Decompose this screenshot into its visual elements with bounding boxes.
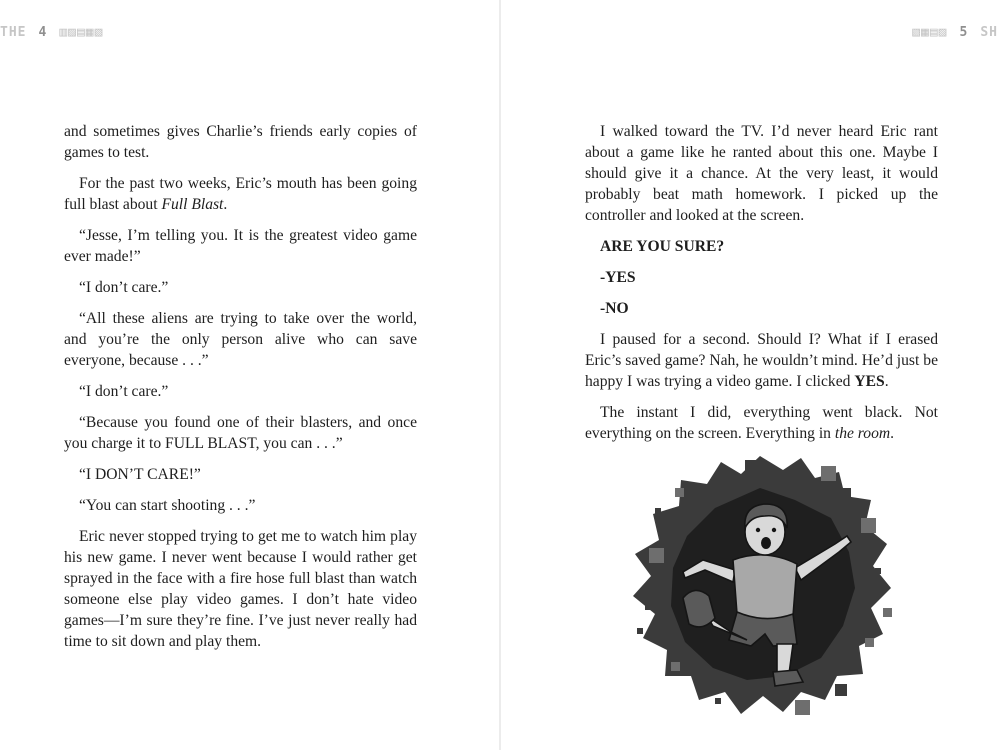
pixel-shard bbox=[645, 598, 657, 610]
left-page-text-segment: Full Blast bbox=[161, 196, 224, 213]
pixel-shard bbox=[835, 684, 847, 696]
pixel-shard bbox=[675, 488, 684, 497]
pixel-shard bbox=[715, 698, 721, 704]
left-page-number: 4 bbox=[38, 25, 48, 40]
left-page-text-segment: “Because you found one of their blasters, and once you charge it to FULL BLAST, you can . . .” bbox=[64, 414, 417, 452]
pixel-shard bbox=[839, 488, 851, 500]
pixel-shard bbox=[883, 608, 892, 617]
left-page-text-segment: and sometimes gives Charlie’s friends early copies of games to test. bbox=[64, 123, 417, 161]
right-page-text-segment: The instant I did, everything went black. Not everything on the screen. Everything in bbox=[585, 404, 938, 442]
pixel-shard bbox=[865, 638, 874, 647]
left-page-text-segment: Eric never stopped trying to get me to watch him play his new game. I never went because I would rather get sprayed in the face with a fire hose full blast than watch someone else play video games. I don’t hate video games—I’m sure they’re fine. I’ve just never really had time to sit down and play them. bbox=[64, 528, 417, 650]
left-page-paragraph bbox=[64, 526, 417, 652]
pixel-shard bbox=[655, 508, 661, 514]
right-page-paragraph bbox=[585, 329, 938, 392]
right-page-text-segment: -NO bbox=[600, 300, 629, 317]
right-page-text-segment: . bbox=[890, 425, 895, 442]
right-page-text-segment: ARE YOU SURE? bbox=[600, 238, 725, 255]
left-running-head bbox=[0, 25, 103, 40]
left-page-text-segment: “All these aliens are trying to take over the world, and you’re the only person alive who can save everyone, because . . .” bbox=[64, 310, 417, 369]
right-page-paragraph bbox=[585, 402, 938, 444]
left-page-text-segment: For the past two weeks, Eric’s mouth has been going full blast about bbox=[64, 175, 417, 213]
right-page-number: 5 bbox=[959, 25, 969, 40]
left-running-head-title: ▥▨▤▦▧ bbox=[59, 25, 104, 40]
left-page-text-segment: “I DON’T CARE!” bbox=[79, 466, 201, 483]
left-page-text-segment: “You can start shooting . . .” bbox=[79, 497, 256, 514]
left-page-paragraph bbox=[64, 277, 417, 298]
boy-shirt bbox=[733, 555, 797, 620]
left-page-text-segment: “I don’t care.” bbox=[79, 279, 169, 296]
pixel-shard bbox=[649, 548, 664, 563]
left-page-text-segment: . bbox=[223, 196, 228, 213]
right-page-text-segment: -YES bbox=[600, 269, 636, 286]
right-page-paragraph bbox=[585, 236, 938, 257]
left-page-paragraph bbox=[64, 495, 417, 516]
pixel-shard bbox=[671, 662, 680, 671]
left-page-text-segment: “I don’t care.” bbox=[79, 383, 169, 400]
right-page-text-segment: I paused for a second. Should I? What if I erased Eric’s saved game? Nah, he wouldn’t mind. He’d just be happy I was trying a video game. I clicked bbox=[585, 331, 938, 390]
pixel-shard bbox=[821, 466, 836, 481]
left-page-paragraph bbox=[64, 225, 417, 267]
right-page-paragraph bbox=[585, 267, 938, 288]
right-page-text-segment: YES bbox=[854, 373, 885, 390]
right-running-head bbox=[912, 25, 998, 40]
left-page-paragraph bbox=[64, 412, 417, 454]
boy-eye-right bbox=[772, 528, 776, 532]
pixel-shard bbox=[795, 700, 810, 715]
boy-falling-illustration bbox=[625, 448, 895, 718]
right-page-paragraph bbox=[585, 298, 938, 319]
right-running-head-title: ▧▦▤▨ bbox=[912, 25, 948, 40]
left-page-paragraph bbox=[64, 464, 417, 485]
left-page-body bbox=[64, 121, 417, 662]
boy-eye-left bbox=[756, 528, 760, 532]
boy-mouth bbox=[761, 537, 771, 549]
right-page-text-segment: . bbox=[884, 373, 889, 390]
pixel-shard bbox=[637, 628, 643, 634]
right-page-paragraph bbox=[585, 121, 938, 226]
right-running-head-marker: SH bbox=[980, 25, 998, 40]
right-page-body bbox=[585, 121, 938, 454]
right-page-text-segment: I walked toward the TV. I’d never heard Eric rant about a game like he ranted about this one. Maybe I should give it a chance. At the very least, it would probably beat math homework. I picked up the controller and looked at the screen. bbox=[585, 123, 938, 224]
left-page-text-segment: “Jesse, I’m telling you. It is the greatest video game ever made!” bbox=[64, 227, 417, 265]
pixel-shard bbox=[875, 568, 881, 574]
left-page-paragraph bbox=[64, 173, 417, 215]
left-page-paragraph bbox=[64, 308, 417, 371]
left-running-head-marker: THE bbox=[0, 25, 27, 40]
book-gutter bbox=[499, 0, 501, 750]
left-page-paragraph bbox=[64, 121, 417, 163]
right-page-text-segment: the room bbox=[834, 425, 891, 442]
pixel-shard bbox=[861, 518, 876, 533]
left-page-paragraph bbox=[64, 381, 417, 402]
pixel-shard bbox=[745, 460, 757, 472]
